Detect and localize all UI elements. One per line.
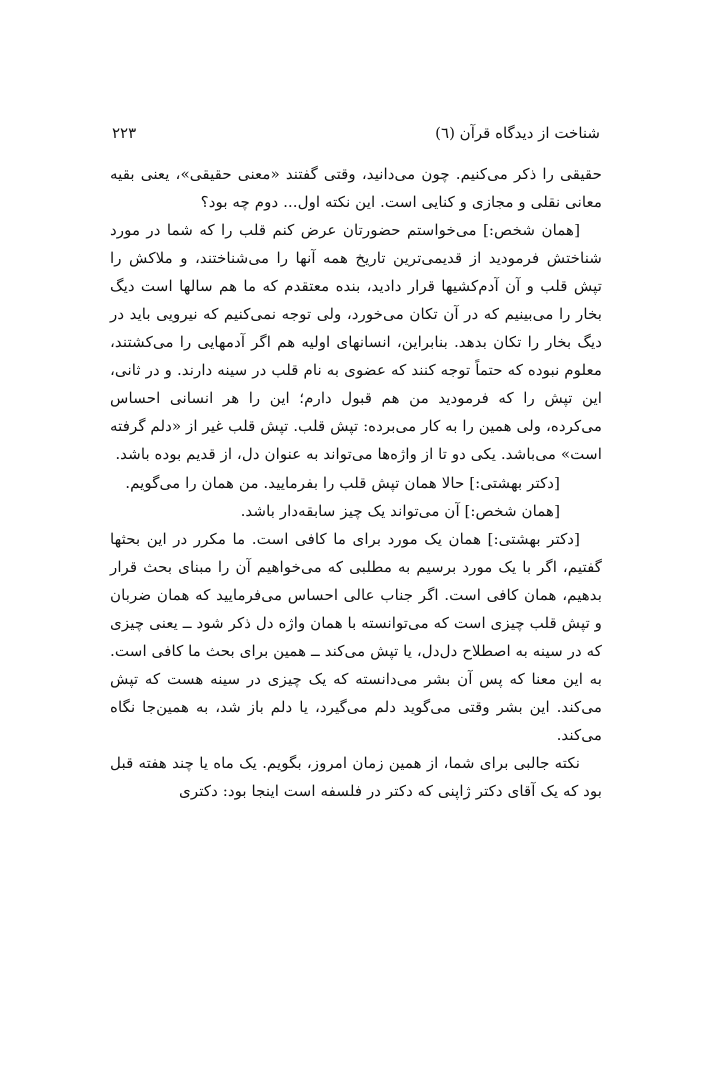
page-number: ۲۲۳ xyxy=(112,124,137,142)
paragraph-anecdote: نکته جالبی برای شما، از همین زمان امروز، بگویم. یک ماه یا چند هفته قبل بود که یک آقای دکتر ژاپنی که دکتر در فلسفه است اینجا بود: دکتری xyxy=(110,753,602,801)
paragraph-dr-beheshti-explanation: [دکتر بهشتی:] همان یک مورد برای ما کافی است. ما مکرر در این بحثها گفتیم، اگر با یک مورد برسیم به مطلبی که می‌خواهیم آن را مبنای بحث قرار بدهیم، همان کافی است. اگر جناب عالی احساس می‌فرمایید که همان ضربان و تپش قلب چیزی است که می‌توانسته با همان واژه دل ذکر شود ــ یعنی چیزی که در سینه به اصطلاح دل‌دل، یا تپش می‌کند ــ همین برای بحث ما کافی است. به این معنا که پس آن بشر می‌دانسته که یک چیزی در سینه هست که تپش می‌کند. این بشر وقتی می‌گوید دلم می‌گیرد، یا دلم باز شد، به همین‌جا نگاه می‌کند. xyxy=(110,529,602,744)
paragraph-questioner-reply: [همان شخص:] آن می‌تواند یک چیز سابقه‌دار باشد. xyxy=(240,501,560,520)
paragraph-continuation: حقیقی را ذکر می‌کنیم. چون می‌دانید، وقتی گفتند «معنی حقیقی»، یعنی بقیه معانی نقلی و مجازی و کنایی است. این نکته اول... دوم چه بود؟ xyxy=(110,165,602,212)
running-header xyxy=(112,121,600,145)
paragraph-dr-beheshti-reply: [دکتر بهشتی:] حالا همان تپش قلب را بفرمایید. من همان را می‌گویم. xyxy=(125,473,560,492)
running-title: شناخت از دیدگاه قرآن (٦) xyxy=(435,124,600,142)
body-text xyxy=(110,160,602,805)
paragraph-questioner-remark: [همان شخص:] می‌خواستم حضورتان عرض کنم قلب را که شما در مورد شناختش فرمودید از قدیمی‌ترین تاریخ همه آنها را می‌شناختند، و ملاکش را تپش قلب و آن آدم‌کشیها قرار دادید، بنده معتقدم که ما هم سالها است دیگ بخار را می‌بینیم که در آن تکان می‌خورد، ولی توجه نمی‌کنیم که نیرویی باید در دیگ بخار را تکان بدهد. بنابراین، انسانهای اولیه هم اگر آدمهایی را می‌کشتند، معلوم نبوده که حتماً توجه کنند که عضوی به نام قلب در سینه دارند. و در ثانی، این تپش را که فرمودید من هم قبول دارم؛ این را هر انسانی احساس می‌کرده، ولی همین را به کار می‌برده: تپش قلب. تپش قلب غیر از «دلم گرفته است» می‌باشد. یکی دو تا از واژه‌ها می‌تواند به عنوان دل، از قدیم بوده باشد. xyxy=(110,221,602,464)
